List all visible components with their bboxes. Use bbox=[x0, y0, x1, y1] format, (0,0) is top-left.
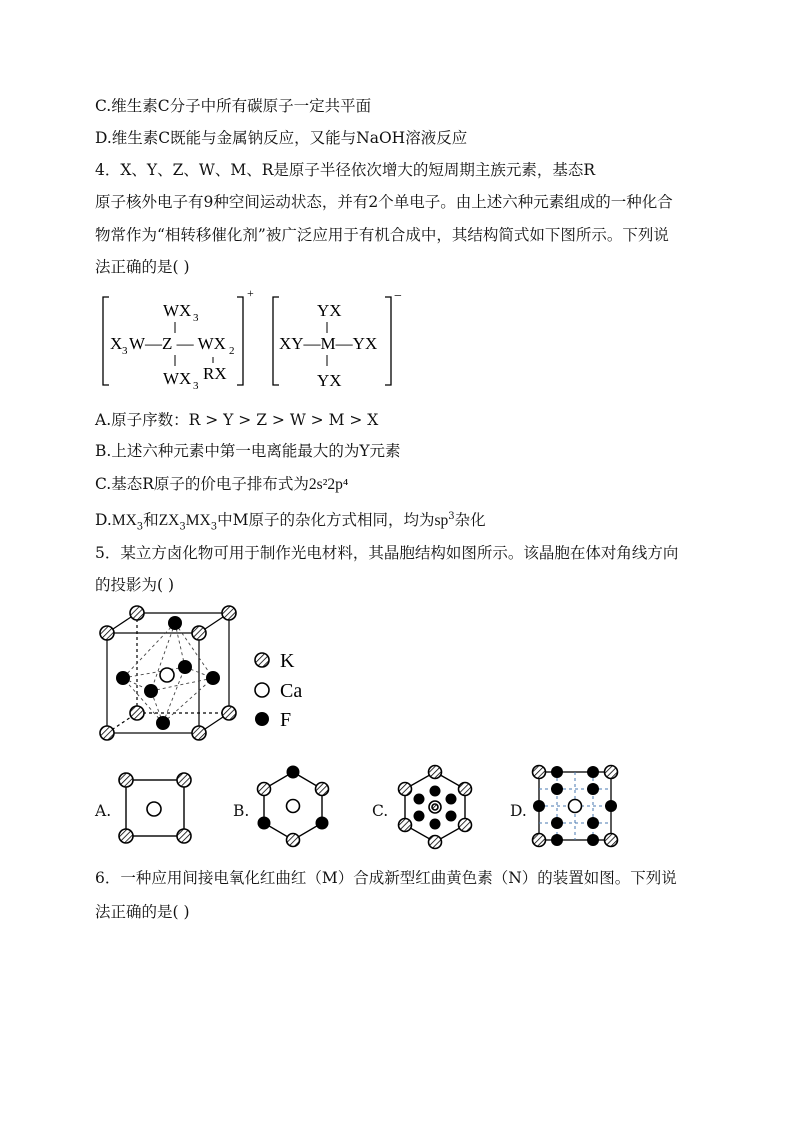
cation-bottom-group: WX bbox=[163, 369, 192, 388]
anion-charge: − bbox=[394, 289, 402, 304]
svg-text:3: 3 bbox=[193, 380, 199, 392]
cation-charge: + bbox=[247, 286, 254, 300]
q5-stem-line-1: 5．某立方卤化物可用于制作光电材料，其晶胞结构如图所示。该晶胞在体对角线方向 bbox=[95, 544, 679, 562]
legend-label-k: K bbox=[280, 650, 295, 672]
q5-choice-d-label: D. bbox=[510, 802, 527, 820]
q6-stem-line-2: 法正确的是( ) bbox=[95, 903, 190, 921]
q4-stem-line-2: 原子核外电子有9种空间运动状态，并有2个单电子。由上述六种元素组成的一种化合 bbox=[95, 193, 673, 211]
q5-choice-a-projection bbox=[112, 770, 197, 850]
cation-center-chain: W—Z — WX bbox=[129, 334, 226, 353]
legend-label-ca: Ca bbox=[280, 680, 303, 702]
cation-rx-group: RX bbox=[203, 364, 227, 383]
q5-choice-d-projection bbox=[525, 762, 625, 852]
q4-structure-formula bbox=[95, 285, 415, 395]
q5-choice-c-projection bbox=[388, 762, 483, 857]
svg-text:2: 2 bbox=[229, 345, 235, 357]
q4-stem-line-4: 法正确的是( ) bbox=[95, 258, 190, 276]
q4-option-b: B.上述六种元素中第一电离能最大的为Y元素 bbox=[95, 442, 401, 460]
cation-left-x: X bbox=[110, 334, 123, 353]
q4-option-c: C.基态R原子的价电子排布式为2s²2p⁴ bbox=[95, 475, 349, 493]
q4-option-a: A.原子序数：R > Y > Z > W > M > X bbox=[95, 411, 379, 429]
q5-choice-b-projection bbox=[248, 762, 338, 852]
q4-stem-line-3: 物常作为“相转移催化剂”被广泛应用于有机合成中，其结构简式如下图所示。下列说 bbox=[95, 226, 669, 244]
q5-choice-a-label: A. bbox=[95, 802, 112, 820]
q3-option-c: C.维生素C分子中所有碳原子一定共平面 bbox=[95, 97, 372, 115]
q5-choice-c-label: C. bbox=[372, 802, 389, 820]
q5-unit-cell-diagram bbox=[95, 605, 245, 750]
q6-stem-line-1: 6．一种应用间接电氧化红曲红（M）合成新型红曲黄色素（N）的装置如图。下列说 bbox=[95, 869, 677, 887]
q4-stem-line-1: 4．X、Y、Z、W、M、R是原子半径依次增大的短周期主族元素，基态R bbox=[95, 161, 596, 179]
anion-top-group: YX bbox=[317, 301, 342, 320]
anion-middle-chain: XY—M—YX bbox=[279, 334, 378, 353]
cation-top-group: WX bbox=[163, 301, 192, 320]
svg-text:3: 3 bbox=[122, 345, 128, 357]
q4-option-d: $D.MX_3$和$ZX_3MX_3$中M原子的杂化方式相同，均为$sp^3$杂化 bbox=[95, 511, 486, 533]
svg-text:3: 3 bbox=[193, 312, 199, 324]
q5-choice-b-label: B. bbox=[233, 802, 250, 820]
q5-stem-line-2: 的投影为( ) bbox=[95, 576, 175, 594]
anion-bottom-group: YX bbox=[317, 371, 342, 390]
q5-legend bbox=[250, 645, 320, 735]
q3-option-d: D.维生素C既能与金属钠反应，又能与NaOH溶液反应 bbox=[95, 129, 468, 147]
legend-label-f: F bbox=[280, 709, 292, 731]
